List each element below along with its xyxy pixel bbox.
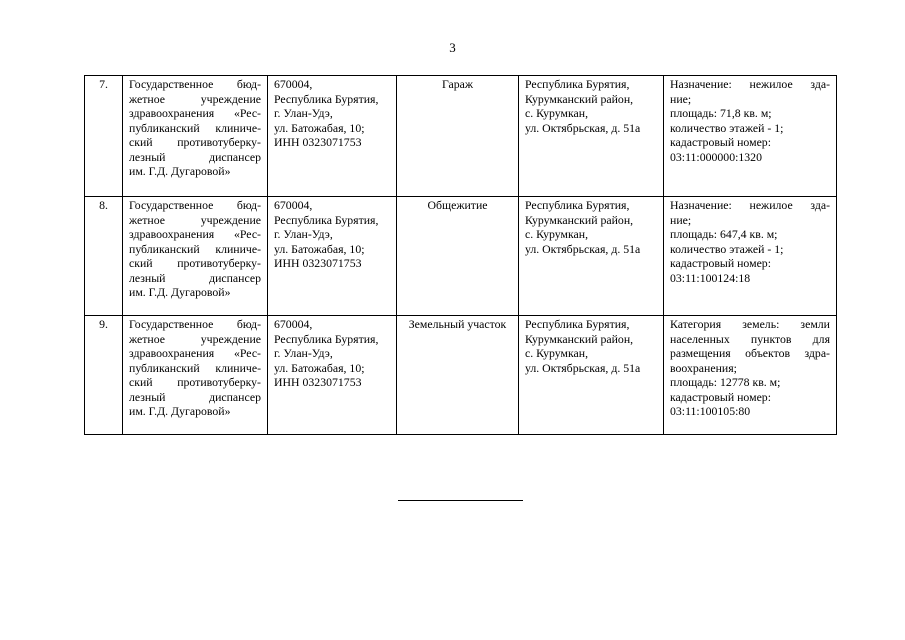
description-cell — [664, 316, 837, 435]
address-line: ул. Батожабая, 10; — [274, 241, 365, 256]
organization-line: ский противотуберку- — [129, 256, 261, 270]
location-line: Республика Бурятия, — [525, 317, 630, 331]
organization-line: жетное учреждение — [129, 91, 261, 106]
address-line: Республика Бурятия, — [274, 91, 379, 106]
description-line: Назначение: нежилое зда- — [670, 198, 830, 212]
address-line: 670004, — [274, 198, 313, 212]
organization-line: жетное учреждение — [129, 331, 261, 346]
organization-line: Государственное бюд- — [129, 77, 261, 91]
organization-line: им. Г.Д. Дугаровой» — [129, 404, 231, 418]
organization-cell — [123, 76, 268, 197]
organization-line: здравоохранения «Рес- — [129, 346, 261, 360]
organization-line: публиканский клиниче- — [129, 241, 261, 256]
description-line: площадь: 647,4 кв. м; — [670, 227, 778, 241]
organization-line: Государственное бюд- — [129, 198, 261, 212]
table-row — [85, 197, 837, 316]
description-line: кадастровый номер: — [670, 256, 771, 270]
address-cell — [268, 76, 397, 197]
organization-cell — [123, 316, 268, 435]
closing-rule — [398, 500, 523, 501]
location-line: ул. Октябрьская, д. 51а — [525, 360, 641, 375]
description-line: 03:11:100105:80 — [670, 404, 751, 418]
description-line: кадастровый номер: — [670, 135, 771, 149]
location-line: Курумканский район, — [525, 212, 634, 227]
description-cell — [664, 76, 837, 197]
address-line: Республика Бурятия, — [274, 212, 379, 227]
address-line: ИНН 0323071753 — [274, 256, 362, 270]
location-line: Курумканский район, — [525, 91, 634, 106]
organization-line: лезный диспансер — [129, 149, 261, 164]
object-name: Общежитие — [397, 197, 519, 316]
page-number: 3 — [449, 40, 456, 55]
row-number: 7. — [85, 76, 123, 197]
description-line: Категория земель: земли — [670, 317, 830, 331]
description-line: воохранения; — [670, 360, 737, 375]
description-line: 03:11:100124:18 — [670, 270, 751, 285]
address-line: 670004, — [274, 317, 313, 331]
address-line: ул. Батожабая, 10; — [274, 120, 365, 135]
location-line: с. Курумкан, — [525, 227, 589, 241]
organization-cell — [123, 197, 268, 316]
description-line: кадастровый номер: — [670, 389, 771, 404]
description-line: ние; — [670, 212, 692, 227]
organization-line: ский противотуберку- — [129, 135, 261, 149]
organization-line: лезный диспансер — [129, 389, 261, 404]
description-line: площадь: 71,8 кв. м; — [670, 106, 772, 120]
description-line: 03:11:000000:1320 — [670, 149, 762, 164]
address-line: г. Улан-Удэ, — [274, 106, 333, 120]
address-line: ИНН 0323071753 — [274, 135, 362, 149]
organization-line: жетное учреждение — [129, 212, 261, 227]
location-line: Курумканский район, — [525, 331, 634, 346]
description-line: количество этажей - 1; — [670, 120, 784, 135]
location-cell — [519, 316, 664, 435]
address-cell — [268, 197, 397, 316]
location-line: Республика Бурятия, — [525, 198, 630, 212]
organization-line: им. Г.Д. Дугаровой» — [129, 285, 231, 299]
organization-line: ский противотуберку- — [129, 375, 261, 389]
address-line: ул. Батожабая, 10; — [274, 360, 365, 375]
address-line: г. Улан-Удэ, — [274, 346, 333, 360]
address-line: ИНН 0323071753 — [274, 375, 362, 389]
address-line: Республика Бурятия, — [274, 331, 379, 346]
location-line: ул. Октябрьская, д. 51а — [525, 120, 641, 135]
organization-line: Государственное бюд- — [129, 317, 261, 331]
row-number: 8. — [85, 197, 123, 316]
description-cell — [664, 197, 837, 316]
address-line: г. Улан-Удэ, — [274, 227, 333, 241]
object-name: Земельный участок — [397, 316, 519, 435]
organization-line: здравоохранения «Рес- — [129, 227, 261, 241]
description-line: количество этажей - 1; — [670, 241, 784, 256]
location-cell — [519, 76, 664, 197]
description-line: размещения объектов здра- — [670, 346, 830, 360]
organization-line: публиканский клиниче- — [129, 360, 261, 375]
description-line: населенных пунктов для — [670, 331, 830, 346]
property-table — [84, 75, 837, 435]
table-row — [85, 76, 837, 197]
organization-line: здравоохранения «Рес- — [129, 106, 261, 120]
table-row — [85, 316, 837, 435]
organization-line: лезный диспансер — [129, 270, 261, 285]
location-line: с. Курумкан, — [525, 346, 589, 360]
organization-line: публиканский клиниче- — [129, 120, 261, 135]
address-line: 670004, — [274, 77, 313, 91]
location-cell — [519, 197, 664, 316]
location-line: ул. Октябрьская, д. 51а — [525, 241, 641, 256]
organization-line: им. Г.Д. Дугаровой» — [129, 164, 231, 178]
description-line: Назначение: нежилое зда- — [670, 77, 830, 91]
description-line: ние; — [670, 91, 692, 106]
location-line: с. Курумкан, — [525, 106, 589, 120]
location-line: Республика Бурятия, — [525, 77, 630, 91]
row-number: 9. — [85, 316, 123, 435]
address-cell — [268, 316, 397, 435]
description-line: площадь: 12778 кв. м; — [670, 375, 781, 389]
object-name: Гараж — [397, 76, 519, 197]
